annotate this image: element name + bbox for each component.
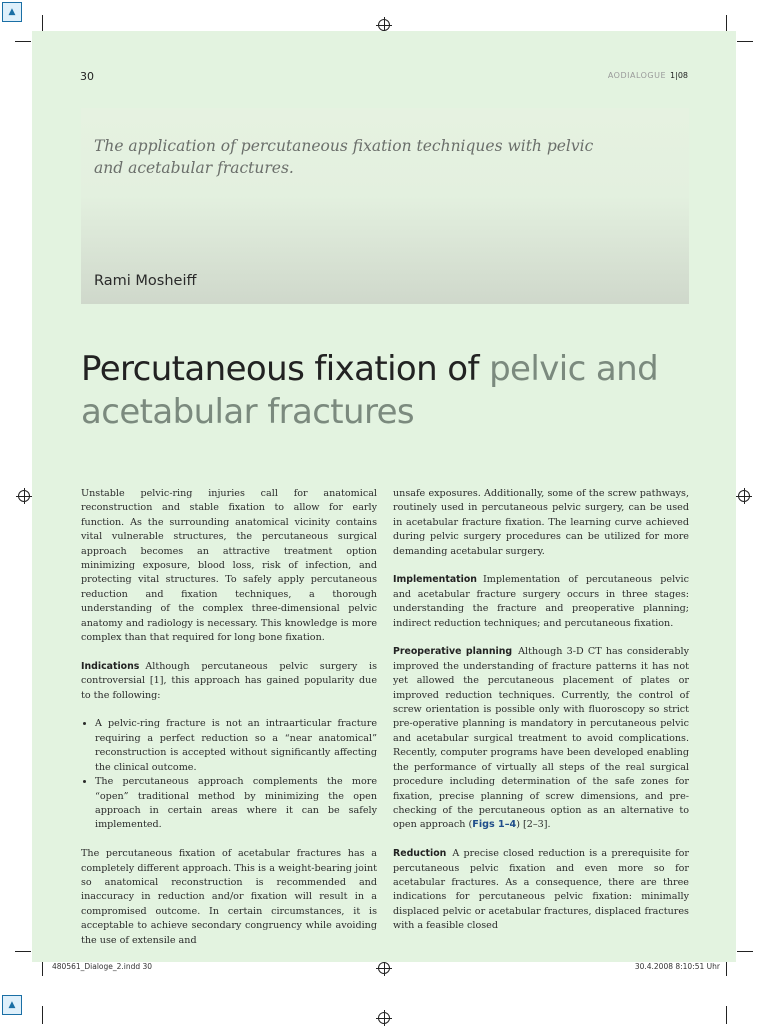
crop-mark <box>726 1006 727 1024</box>
crop-mark <box>42 1006 43 1024</box>
author-name: Rami Mosheiff <box>94 273 197 289</box>
crop-mark <box>737 951 753 952</box>
section-heading: Preoperative planning <box>393 646 513 658</box>
sidebar-toggle-icon[interactable]: ▲ <box>2 2 22 22</box>
registration-mark <box>18 490 30 502</box>
paragraph: Indications Although percutaneous pelvic surgery is controversial [1], this approach has gained popularity due to the following: <box>81 660 377 701</box>
paragraph: Reduction A precise closed reduction is a prerequisite for percutaneous pelvic fixation and even more so for acetabular fractures. As a consequence, there are three indications for percutaneous pelvic fixation: minimally displaced pelvic or acetabular fractures, displaced fractures with a feasible closed <box>393 848 689 932</box>
crop-mark <box>42 15 43 31</box>
page-number: 30 <box>80 70 94 83</box>
paragraph: Preoperative planning Although 3-D CT has considerably improved the understanding of fracture patterns it has not yet allowed the percutaneous placement of plates or improved reduction techniques. Currently, the control of screw orientation is possible only with fluoroscopy so strict pre-operative planning is mandatory in percutaneous pelvic and acetabular surgical treatment to avoid complications. Recently, computer programs have been developed enabling the performance of virtually all steps of the real surgical procedure including determination of the safe zones for fixation, precise planning of screw dimensions, and pre-checking of the percutaneous option as an alternative to open approach (Figs 1–4) [2–3]. <box>393 646 689 831</box>
body-column-right <box>393 487 689 948</box>
registration-mark <box>378 1012 390 1024</box>
crop-mark <box>42 962 43 976</box>
title-light-part: pelvic and acetabular fractures <box>81 349 659 432</box>
list-item: • A pelvic-ring fracture is not an intraarticular fracture requiring a perfect reduction so a “near anatomical” reconstruction is accepted without significantly affecting the clinical outcome. <box>95 717 377 775</box>
paragraph: Implementation Implementation of percutaneous pelvic and acetabular fracture surgery occurs in three stages: understanding the fracture and preoperative planning; indirect reduction techniques; and percutaneous fixation. <box>393 574 689 629</box>
running-header <box>608 71 688 80</box>
issue-number: 1|08 <box>670 71 688 80</box>
registration-mark <box>378 962 390 974</box>
registration-mark <box>738 490 750 502</box>
bullet-list <box>81 717 377 832</box>
footer-timestamp: 30.4.2008 8:10:51 Uhr <box>634 962 720 971</box>
crop-mark <box>15 951 31 952</box>
section-heading: Implementation <box>393 574 477 586</box>
section-heading: Indications <box>81 660 140 672</box>
crop-mark <box>737 41 753 42</box>
article-subtitle: The application of percutaneous fixation techniques with pelvic and acetabular fractures. <box>94 137 594 177</box>
crop-mark <box>726 962 727 976</box>
paragraph: unsafe exposures. Additionally, some of the screw pathways, routinely used in percutaneous pelvic surgery, can be used in acetabular fracture fixation. The learning curve achieved during pelvic surgery procedures can be utilized for more demanding acetabular surgery. <box>393 488 689 557</box>
section-heading: Reduction <box>393 848 447 860</box>
sidebar-toggle-icon[interactable]: ▲ <box>2 995 22 1015</box>
figure-reference-link[interactable]: Figs 1–4 <box>472 819 517 831</box>
body-column-left <box>81 487 377 962</box>
paragraph: The percutaneous fixation of acetabular fractures has a completely different approach. This is a weight-bearing joint so anatomical reconstruction is recommended and inaccuracy in reduction and/or fixation will result in a compromised outcome. In certain circumstances, it is acceptable to achieve secondary congruency while avoiding the use of extensile and <box>81 848 377 946</box>
footer-file-info: 480561_Dialoge_2.indd 30 <box>52 962 153 971</box>
article-title <box>81 348 701 434</box>
crop-mark <box>726 15 727 31</box>
registration-mark <box>378 19 390 31</box>
crop-mark <box>15 41 31 42</box>
paragraph: Unstable pelvic-ring injuries call for anatomical reconstruction and stable fixation to allow for early function. As the surrounding anatomical vicinity contains vital vulnerable structures, the percutaneous surgical approach becomes an attractive treatment option minimizing exposure, blood loss, risk of infection, and protecting vital structures. To safely apply percutaneous reduction and fixation techniques, a thorough understanding of the complex three-dimensional pelvic anatomy and radiology is necessary. This knowledge is more complex than that required for long bone fixation. <box>81 488 377 644</box>
title-dark-part: Percutaneous fixation of <box>81 349 490 389</box>
list-item: • The percutaneous approach complements the more “open” traditional method by minimizing the open approach in certain areas where it can be safely implemented. <box>95 775 377 833</box>
magazine-name: AODIALOGUE <box>607 71 667 80</box>
